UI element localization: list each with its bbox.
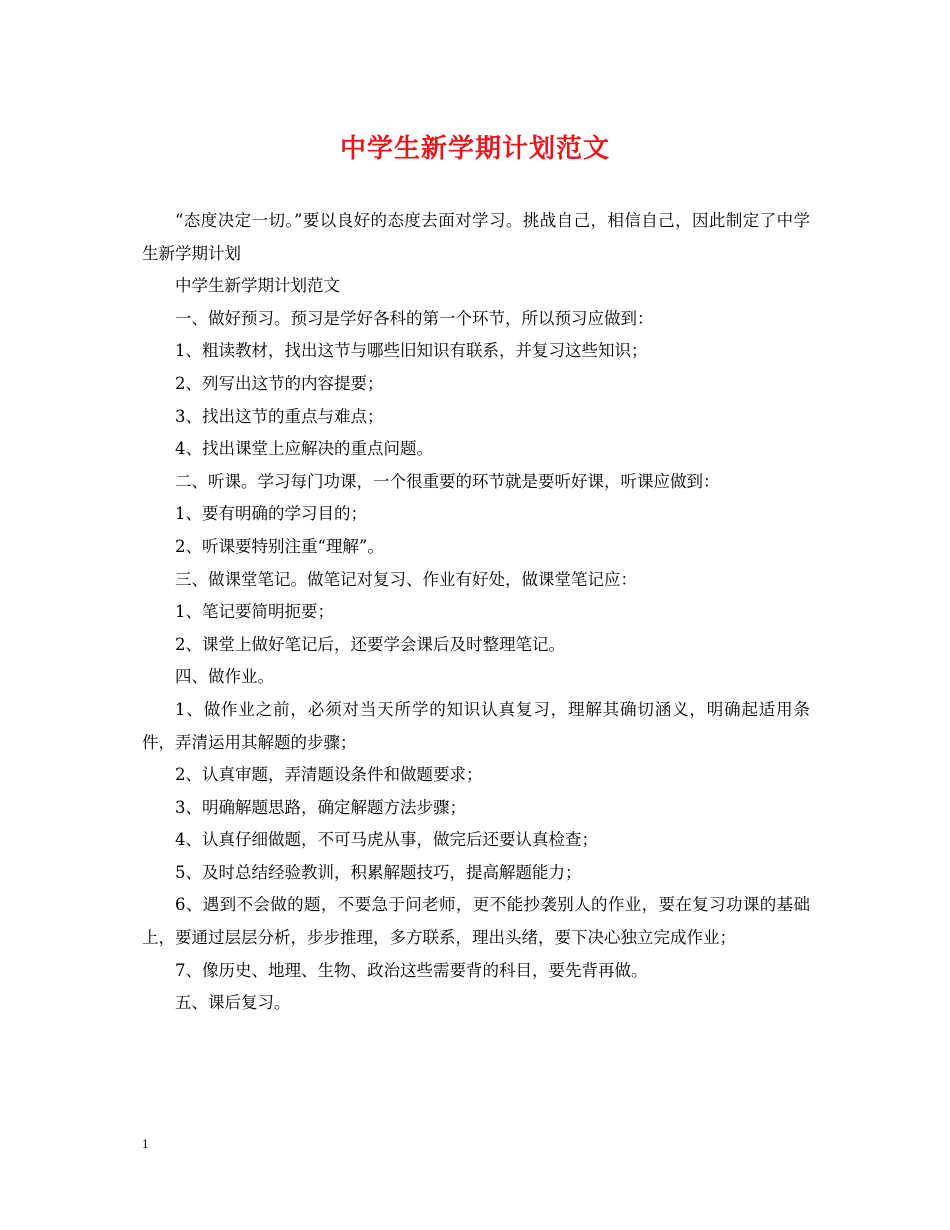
list-item: 6、遇到不会做的题，不要急于问老师，更不能抄袭别人的作业，要在复习功课的基础上，要通过层层分析，步步推理，多方联系，理出头绪，要下决心独立完成作业； xyxy=(142,895,810,948)
section-heading-listening: 二、听课。学习每门功课，一个很重要的环节就是要听好课，听课应做到： xyxy=(175,471,720,491)
list-item: 5、及时总结经验教训，积累解题技巧，提高解题能力； xyxy=(175,862,582,882)
section-heading-notes: 三、做课堂笔记。做笔记对复习、作业有好处，做课堂笔记应： xyxy=(175,569,637,589)
list-item: 3、找出这节的重点与难点； xyxy=(175,406,384,426)
section-heading-preview: 一、做好预习。预习是学好各科的第一个环节，所以预习应做到： xyxy=(175,308,654,328)
list-item: 1、粗读教材，找出这节与哪些旧知识有联系，并复习这些知识； xyxy=(175,341,648,361)
page-number: 1 xyxy=(142,1136,149,1151)
document-body xyxy=(142,205,810,1020)
document-title: 中学生新学期计划范文 xyxy=(339,134,610,164)
paragraph-intro: “态度决定一切。”要以良好的态度去面对学习。挑战自己，相信自己，因此制定了中学生新学期计划 xyxy=(142,211,810,263)
list-item: 1、要有明确的学习目的； xyxy=(175,504,367,524)
section-heading-review: 五、课后复习。 xyxy=(175,993,291,1013)
list-item: 2、听课要特别注重“理解”。 xyxy=(175,536,384,556)
list-item: 3、明确解题思路，确定解题方法步骤； xyxy=(175,797,466,817)
list-item: 2、认真审题，弄清题设条件和做题要求； xyxy=(175,765,483,785)
list-item: 7、像历史、地理、生物、政治这些需要背的科目，要先背再做。 xyxy=(175,960,648,980)
section-heading-homework: 四、做作业。 xyxy=(175,667,274,687)
list-item: 2、列写出这节的内容提要； xyxy=(175,373,384,393)
list-item: 4、找出课堂上应解决的重点问题。 xyxy=(175,439,433,459)
list-item: 2、课堂上做好笔记后，还要学会课后及时整理笔记。 xyxy=(175,634,565,654)
paragraph-subtitle: 中学生新学期计划范文 xyxy=(175,276,340,296)
list-item: 1、笔记要简明扼要； xyxy=(175,602,334,622)
list-item: 1、做作业之前，必须对当天所学的知识认真复习，理解其确切涵义，明确起适用条件，弄清运用其解题的步骤； xyxy=(142,699,810,752)
list-item: 4、认真仔细做题，不可马虎从事，做完后还要认真检查； xyxy=(175,830,598,850)
